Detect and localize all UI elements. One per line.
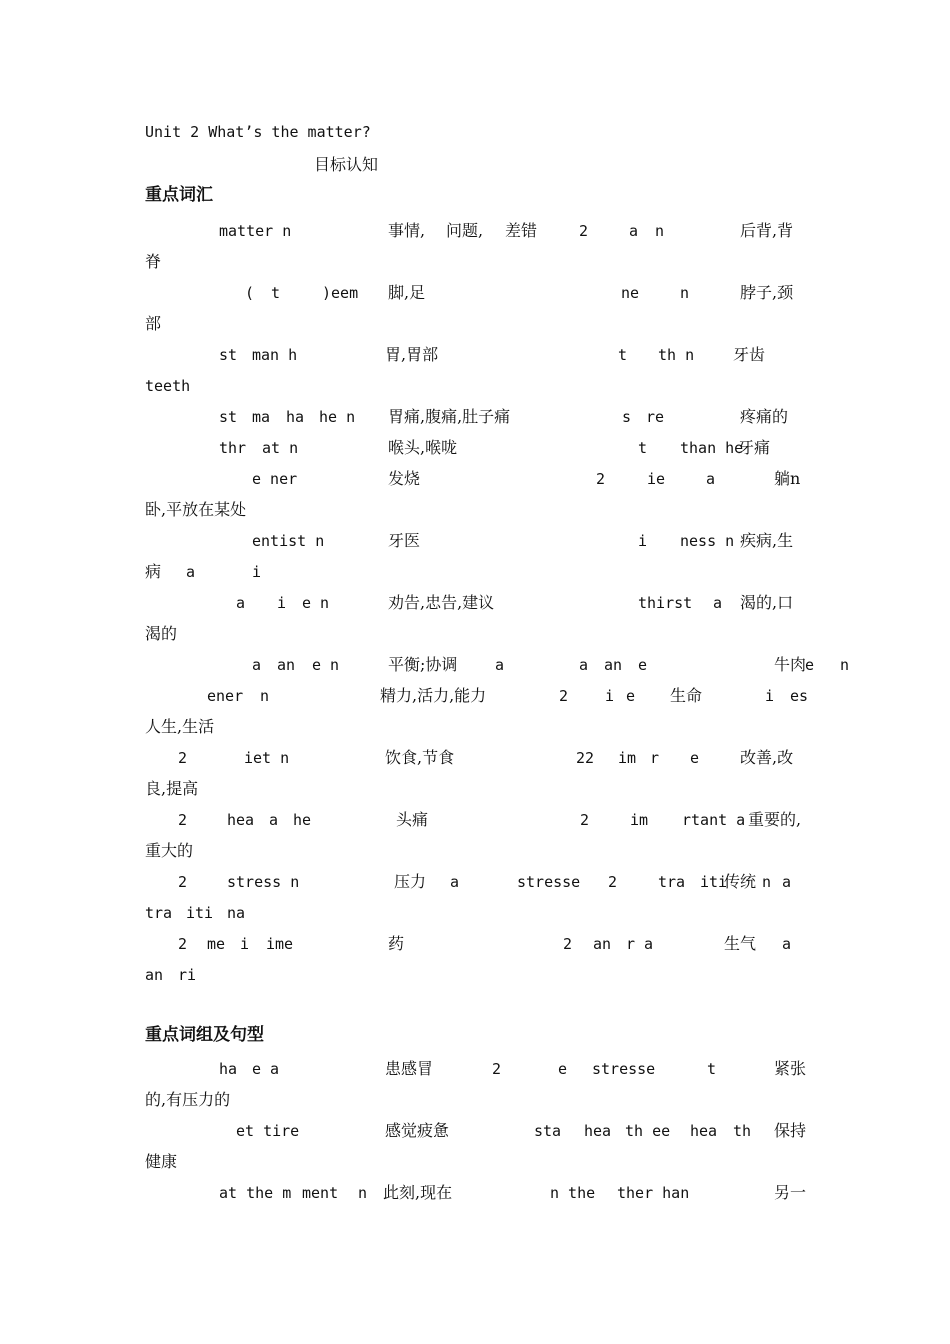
text-fragment: ness n xyxy=(680,532,735,550)
text-fragment: than he xyxy=(680,439,744,457)
text-fragment: stresse xyxy=(517,873,581,891)
text-fragment: na xyxy=(227,904,246,922)
text-fragment: th n xyxy=(658,346,695,364)
text-fragment: ime xyxy=(266,935,294,953)
text-fragment: t xyxy=(618,346,628,364)
text-fragment: rtant a xyxy=(682,811,746,829)
text-fragment: 问题, xyxy=(446,221,484,240)
text-fragment: n xyxy=(762,873,772,891)
text-fragment: 后背,背 xyxy=(740,221,794,240)
text-fragment: he n xyxy=(319,408,356,426)
text-fragment: 生命 xyxy=(670,686,703,705)
text-fragment: hea xyxy=(690,1122,718,1140)
text-fragment: a xyxy=(713,594,723,612)
text-fragment: tra xyxy=(145,904,173,922)
text-fragment: t xyxy=(638,439,648,457)
text-fragment: 2 xyxy=(492,1060,502,1078)
text-fragment: 传统 xyxy=(724,872,757,891)
text-fragment: 药 xyxy=(388,934,405,953)
text-fragment: e xyxy=(626,687,636,705)
text-fragment: 发烧 xyxy=(388,469,421,488)
text-fragment: e a xyxy=(252,1060,280,1078)
text-fragment: sta xyxy=(534,1122,562,1140)
text-fragment: 躺n xyxy=(774,469,801,488)
text-fragment: i xyxy=(252,563,262,581)
text-fragment: 压力 xyxy=(394,872,427,891)
text-fragment: 饮食,节食 xyxy=(385,748,455,767)
text-fragment: th ee xyxy=(625,1122,671,1140)
text-fragment: e xyxy=(638,656,648,674)
text-fragment: 喉头,喉咙 xyxy=(388,438,458,457)
text-fragment: ie xyxy=(647,470,666,488)
text-fragment: thr xyxy=(219,439,247,457)
text-fragment: n xyxy=(358,1184,368,1202)
text-fragment: an xyxy=(145,966,164,984)
section-heading-vocabulary: 重点词汇 xyxy=(145,185,213,205)
text-fragment: 脚,足 xyxy=(388,283,426,302)
text-fragment: 胃痛,腹痛,肚子痛 xyxy=(388,407,511,426)
text-fragment: a xyxy=(579,656,589,674)
text-fragment: 牙齿 xyxy=(733,345,766,364)
text-fragment: 此刻,现在 xyxy=(383,1183,453,1202)
text-fragment: matter n xyxy=(219,222,292,240)
text-fragment: ha xyxy=(286,408,305,426)
subtitle: 目标认知 xyxy=(314,155,379,174)
text-fragment: 疼痛的 xyxy=(740,407,789,426)
text-fragment: 2 xyxy=(559,687,569,705)
text-fragment: 另一 xyxy=(774,1183,807,1202)
text-fragment: ther han xyxy=(617,1184,690,1202)
text-fragment: 重大的 xyxy=(145,841,194,860)
text-fragment: ( xyxy=(245,284,255,302)
text-fragment: 2 xyxy=(178,749,188,767)
text-fragment: 2 xyxy=(563,935,573,953)
text-fragment: me xyxy=(207,935,226,953)
text-fragment: ener xyxy=(207,687,244,705)
text-fragment: iti xyxy=(186,904,214,922)
text-fragment: i xyxy=(605,687,615,705)
text-fragment: 劝告,忠告,建议 xyxy=(388,593,495,612)
text-fragment: 脖子,颈 xyxy=(740,283,794,302)
text-fragment: im xyxy=(630,811,649,829)
text-fragment: 2 xyxy=(579,222,589,240)
text-fragment: a xyxy=(495,656,505,674)
text-fragment: a xyxy=(269,811,279,829)
text-fragment: e xyxy=(805,656,815,674)
text-fragment: 2 xyxy=(608,873,618,891)
text-fragment: hea xyxy=(227,811,255,829)
text-fragment: a xyxy=(782,873,792,891)
text-fragment: iet n xyxy=(244,749,290,767)
text-fragment: 牙痛 xyxy=(738,438,771,457)
text-fragment: 22 xyxy=(576,749,595,767)
text-fragment: n xyxy=(260,687,270,705)
text-fragment: st xyxy=(219,346,238,364)
text-fragment: tra xyxy=(658,873,686,891)
text-fragment: t xyxy=(707,1060,717,1078)
text-fragment: ne xyxy=(621,284,640,302)
text-fragment: im xyxy=(618,749,637,767)
text-fragment: 胃,胃部 xyxy=(385,345,439,364)
text-fragment: stress n xyxy=(227,873,300,891)
text-fragment: at n xyxy=(262,439,299,457)
text-fragment: 渴的 xyxy=(145,624,178,643)
text-fragment: e n xyxy=(312,656,340,674)
text-fragment: ri xyxy=(178,966,197,984)
text-fragment: 人生,生活 xyxy=(145,717,215,736)
text-fragment: 差错 xyxy=(505,221,538,240)
text-fragment: 感觉疲惫 xyxy=(385,1121,450,1140)
text-fragment: 事情, xyxy=(388,221,426,240)
text-fragment: st xyxy=(219,408,238,426)
text-fragment: 良,提高 xyxy=(145,779,199,798)
text-fragment: 卧,平放在某处 xyxy=(145,500,247,519)
text-fragment: s xyxy=(622,408,632,426)
text-fragment: man h xyxy=(252,346,298,364)
text-fragment: 2 xyxy=(178,873,188,891)
text-fragment: 2 xyxy=(596,470,606,488)
text-fragment: es xyxy=(790,687,809,705)
text-fragment: thirst xyxy=(638,594,693,612)
text-fragment: i xyxy=(277,594,287,612)
text-fragment: e n xyxy=(302,594,330,612)
text-fragment: )eem xyxy=(322,284,359,302)
text-fragment: entist n xyxy=(252,532,325,550)
text-fragment: 疾病,生 xyxy=(740,531,794,550)
text-fragment: ha xyxy=(219,1060,238,1078)
text-fragment: 渴的,口 xyxy=(740,593,794,612)
text-fragment: a xyxy=(629,222,639,240)
text-fragment: at the m xyxy=(219,1184,292,1202)
text-fragment: 牙医 xyxy=(388,531,421,550)
text-fragment: a xyxy=(236,594,246,612)
text-fragment: an xyxy=(604,656,623,674)
text-fragment: 生气 xyxy=(724,934,757,953)
text-fragment: 部 xyxy=(145,314,162,333)
text-fragment: stresse xyxy=(592,1060,656,1078)
text-fragment: a xyxy=(450,873,460,891)
text-fragment: i xyxy=(765,687,775,705)
text-fragment: 健康 xyxy=(145,1152,178,1171)
text-fragment: a xyxy=(706,470,716,488)
text-fragment: 脊 xyxy=(145,252,162,271)
text-fragment: r a xyxy=(626,935,654,953)
text-fragment: i xyxy=(638,532,648,550)
text-fragment: 2 xyxy=(580,811,590,829)
text-fragment: hea xyxy=(584,1122,612,1140)
text-fragment: 保持 xyxy=(774,1121,807,1140)
text-fragment: 重要的, xyxy=(748,810,802,829)
unit-title: Unit 2 What’s the matter? xyxy=(145,123,371,141)
text-fragment: 精力,活力,能力 xyxy=(380,686,487,705)
text-fragment: re xyxy=(646,408,665,426)
text-fragment: he xyxy=(293,811,312,829)
text-fragment: 牛肉 xyxy=(774,655,807,674)
text-fragment: e xyxy=(690,749,700,767)
section-heading-phrases: 重点词组及句型 xyxy=(145,1025,264,1045)
text-fragment: 患感冒 xyxy=(385,1059,434,1078)
text-fragment: t xyxy=(271,284,281,302)
text-fragment: 紧张 xyxy=(774,1059,807,1078)
text-fragment: ment xyxy=(302,1184,339,1202)
text-fragment: iti xyxy=(700,873,728,891)
text-fragment: an xyxy=(277,656,296,674)
text-fragment: teeth xyxy=(145,377,191,395)
text-fragment: 2 xyxy=(178,811,188,829)
text-fragment: 的,有压力的 xyxy=(145,1090,231,1109)
text-fragment: a xyxy=(252,656,262,674)
text-fragment: r xyxy=(650,749,660,767)
text-fragment: an xyxy=(593,935,612,953)
text-fragment: 病 xyxy=(145,562,162,581)
text-fragment: ma xyxy=(252,408,271,426)
text-fragment: 平衡;协调 xyxy=(388,655,458,674)
text-fragment: n the xyxy=(550,1184,596,1202)
text-fragment: a xyxy=(186,563,196,581)
text-fragment: e ner xyxy=(252,470,298,488)
text-fragment: a xyxy=(782,935,792,953)
text-fragment: 改善,改 xyxy=(740,748,794,767)
text-fragment: n xyxy=(840,656,850,674)
text-fragment: 头痛 xyxy=(396,810,429,829)
text-fragment: e xyxy=(558,1060,568,1078)
text-fragment: et tire xyxy=(236,1122,300,1140)
text-fragment: n xyxy=(680,284,690,302)
text-fragment: 2 xyxy=(178,935,188,953)
text-fragment: th xyxy=(733,1122,752,1140)
text-fragment: n xyxy=(655,222,665,240)
text-fragment: i xyxy=(240,935,250,953)
